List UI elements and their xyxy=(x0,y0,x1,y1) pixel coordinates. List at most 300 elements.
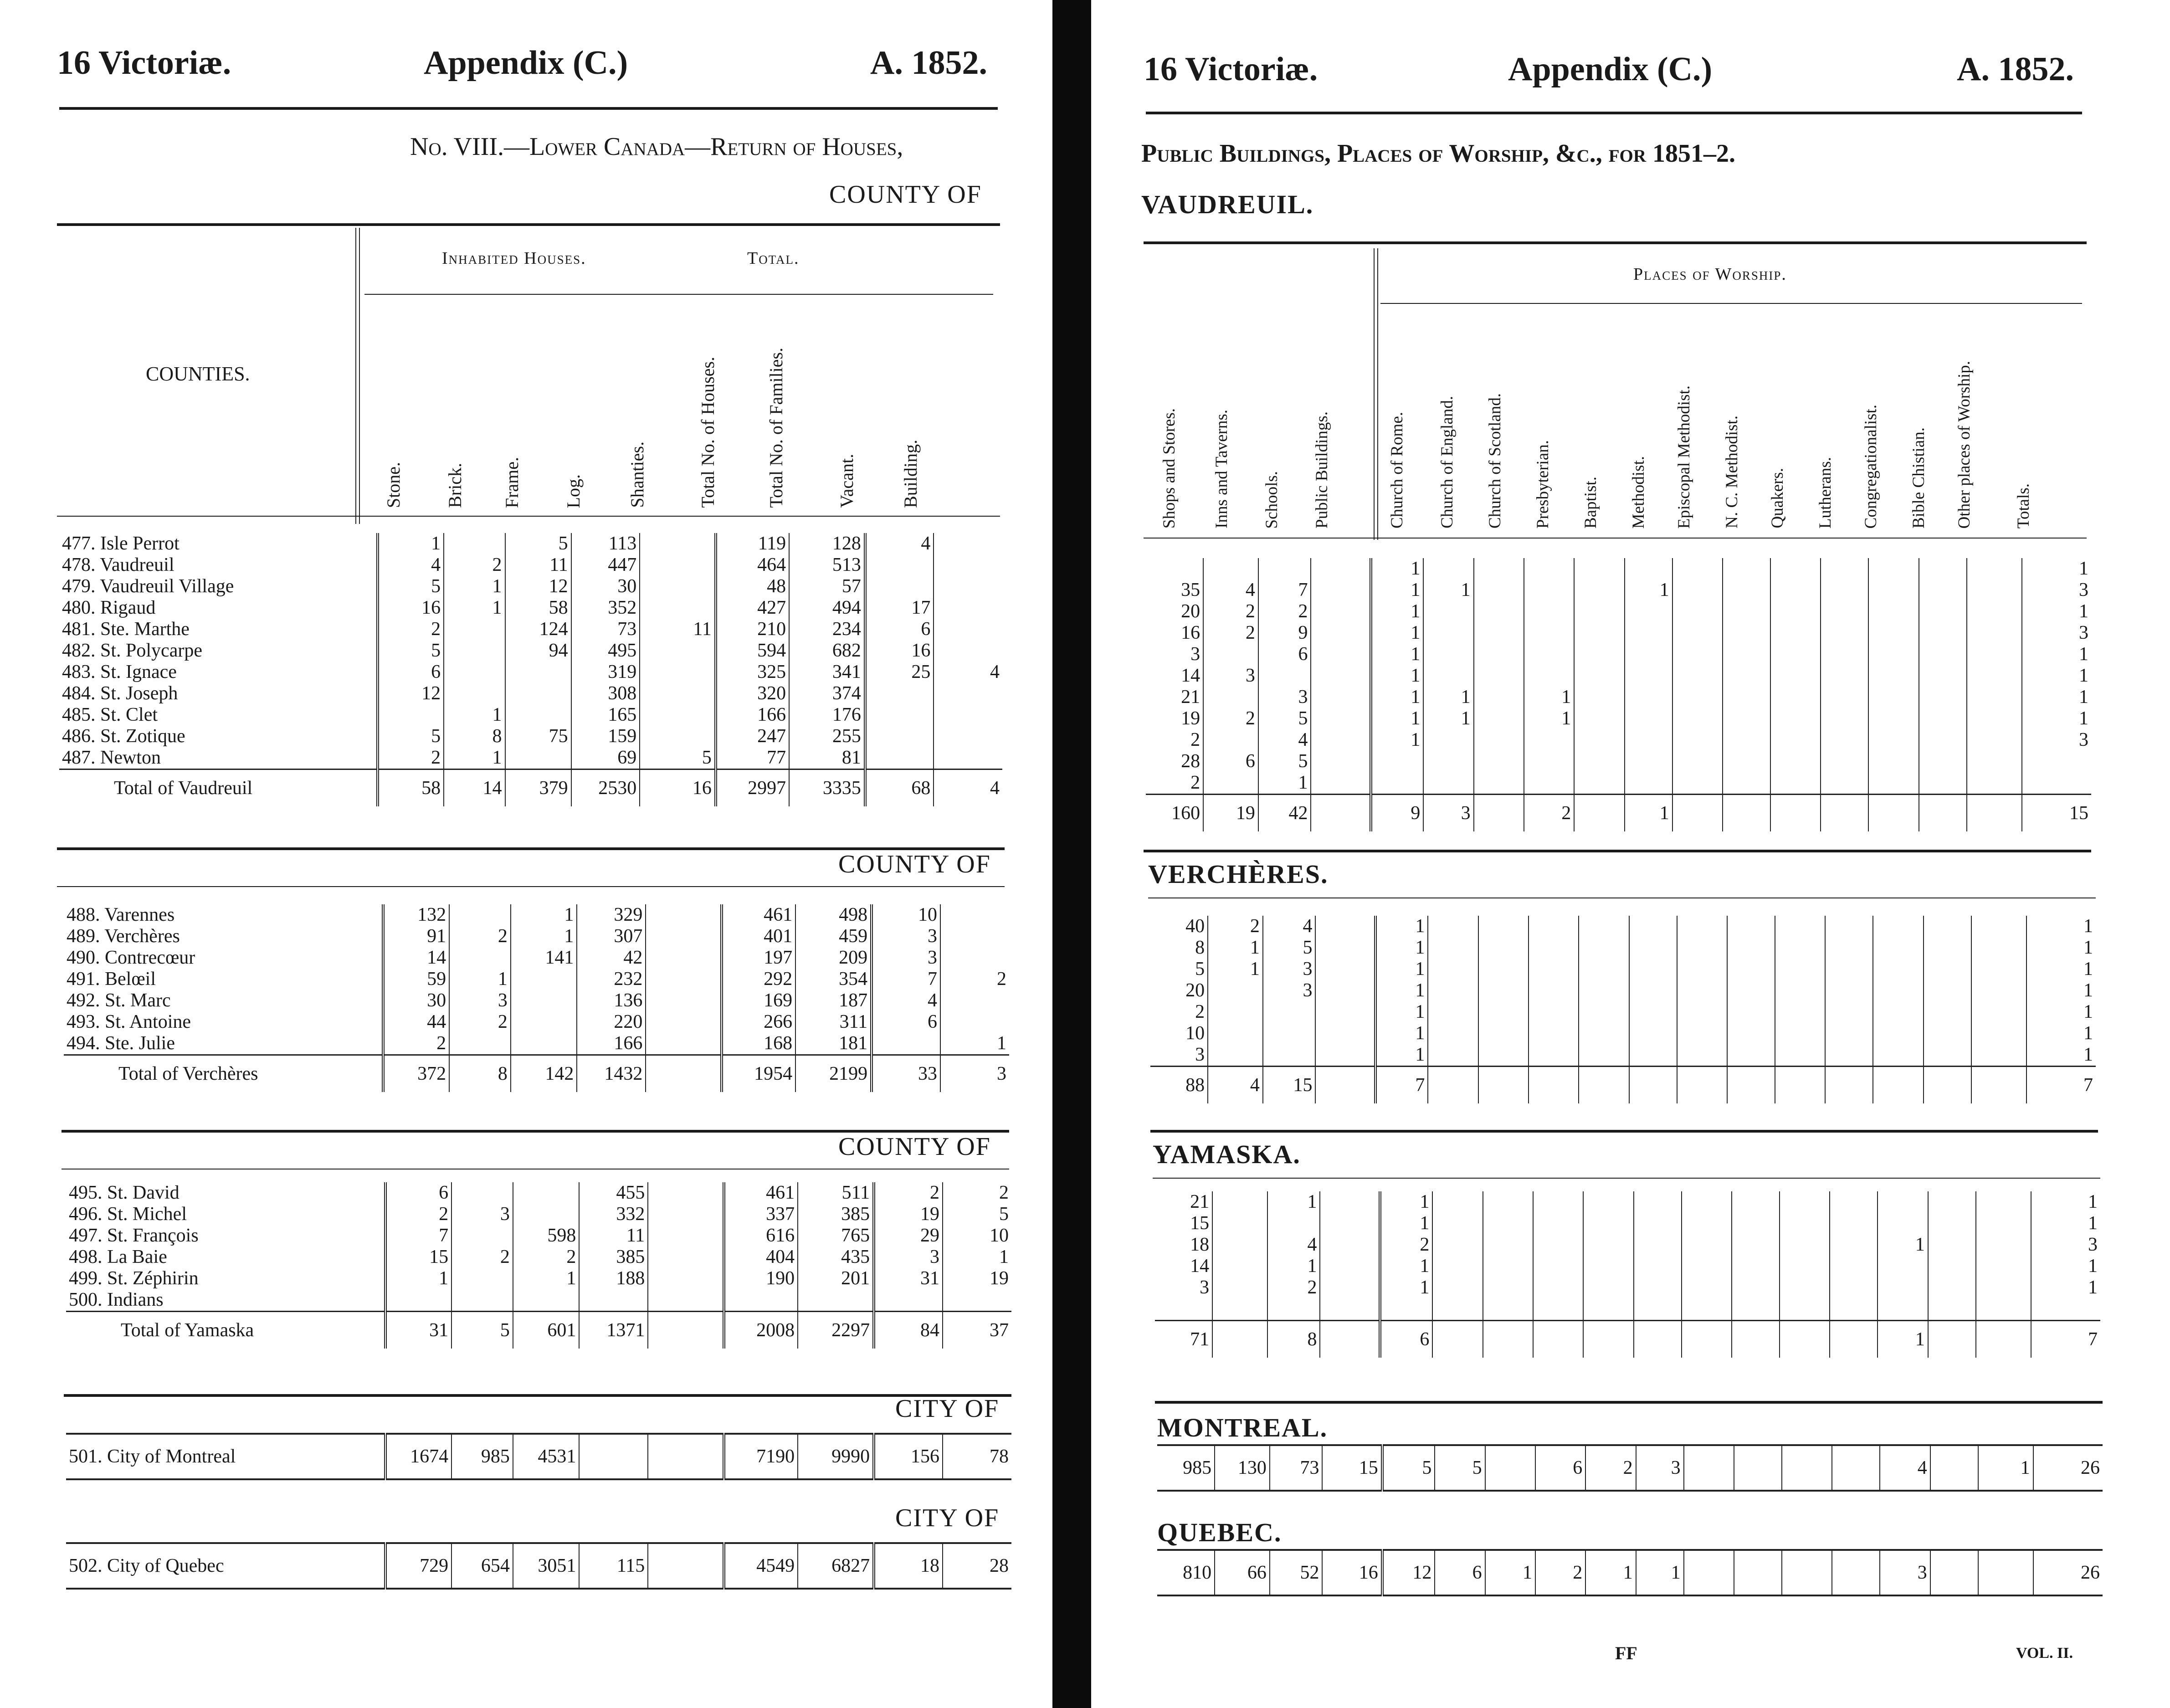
cell-value xyxy=(1474,729,1524,751)
cell-value xyxy=(1821,751,1868,772)
row-label: 484. St. Joseph xyxy=(59,683,378,704)
cell-value: 1 xyxy=(1524,687,1574,708)
cell-value xyxy=(1483,1213,1533,1234)
table-row xyxy=(1146,772,2091,795)
cell-value xyxy=(1821,580,1868,601)
cell-value: 1 xyxy=(444,747,505,769)
cell-value xyxy=(1919,601,1967,622)
cell-value xyxy=(1825,1023,1873,1044)
table-row xyxy=(64,1011,1009,1033)
right-header-left: 16 Victoriæ. xyxy=(1144,51,1318,88)
cell-value xyxy=(1924,916,1971,937)
heading-divider xyxy=(355,228,360,524)
cell-value xyxy=(1830,1298,1878,1321)
cell-value: 11 xyxy=(579,1225,648,1246)
cell-value xyxy=(1775,937,1825,959)
table-vaudreuil-houses xyxy=(59,533,1002,806)
table-city-montreal xyxy=(66,1433,1011,1480)
cell-value: 2 xyxy=(378,747,444,769)
cell-value: 234 xyxy=(789,619,865,640)
county-of-vaudreuil: COUNTY OF xyxy=(829,180,982,209)
right-rule-yamaska-start xyxy=(1153,1178,2100,1179)
cell-value: 5 xyxy=(1258,708,1311,729)
cell-value xyxy=(1208,980,1263,1001)
cell-value xyxy=(648,1246,724,1268)
table-row xyxy=(1155,1298,2100,1321)
cell-value: 4549 xyxy=(724,1543,798,1589)
table-row xyxy=(1150,1001,2096,1023)
cell-value: 26 xyxy=(2033,1445,2103,1491)
cell-value: 325 xyxy=(716,662,789,683)
cell-value: 6 xyxy=(1535,1445,1585,1491)
cell-value xyxy=(1478,937,1529,959)
city-row xyxy=(66,1434,1011,1479)
cell-value: 2 xyxy=(1208,916,1263,937)
cell-value xyxy=(1878,1191,1928,1213)
cell-value xyxy=(1924,1023,1971,1044)
cell-value xyxy=(1723,622,1770,644)
total-value xyxy=(1967,795,2022,832)
cell-value xyxy=(1529,937,1579,959)
cell-value xyxy=(1428,1044,1478,1067)
cell-value: 461 xyxy=(722,904,795,926)
cell-value: 166 xyxy=(716,704,789,726)
cell-value xyxy=(1821,687,1868,708)
right-table-top-rule xyxy=(1144,241,2087,244)
cell-value xyxy=(505,747,571,769)
cell-value xyxy=(1821,558,1868,580)
cell-value xyxy=(1629,916,1677,937)
cell-value: 1 xyxy=(1380,1256,1433,1277)
cell-value: 1 xyxy=(2083,916,2093,937)
cell-value xyxy=(648,1268,724,1289)
cell-value xyxy=(1873,1044,1923,1067)
cell-value: 3 xyxy=(1263,959,1316,980)
right-colhead-8: Baptist. xyxy=(1581,476,1600,528)
cell-value xyxy=(1770,644,1821,665)
cell-value xyxy=(1474,751,1524,772)
cell-value: 3 xyxy=(1258,687,1311,708)
left-colhead-3: Log. xyxy=(563,474,584,508)
cell-value xyxy=(1919,665,1967,687)
cell-value xyxy=(640,576,716,597)
total-value: 37 xyxy=(943,1312,1011,1349)
cell-value xyxy=(1967,708,2022,729)
cell-value: 447 xyxy=(571,554,640,576)
cell-value xyxy=(511,969,577,990)
total-value: 58 xyxy=(378,769,444,807)
cell-value xyxy=(648,1225,724,1246)
cell-value xyxy=(1868,687,1919,708)
cell-value: 1 xyxy=(1375,980,1428,1001)
table-row xyxy=(1150,916,2096,937)
left-header-center: Appendix (C.) xyxy=(424,44,628,82)
cell-value xyxy=(640,533,716,554)
cell-value xyxy=(1203,687,1258,708)
cell-value xyxy=(934,576,1002,597)
cell-value: 1 xyxy=(2088,1256,2098,1277)
cell-value: 9990 xyxy=(798,1434,874,1479)
cell-value: 168 xyxy=(722,1033,795,1055)
cell-value xyxy=(1976,1213,2031,1234)
table-row xyxy=(1150,1023,2096,1044)
cell-value xyxy=(1723,708,1770,729)
total-value: 42 xyxy=(1258,795,1311,832)
cell-value: 2 xyxy=(444,554,505,576)
city-row xyxy=(1157,1445,2103,1491)
total-row xyxy=(1146,795,2091,832)
row-label: 491. Belœil xyxy=(64,969,383,990)
table-row xyxy=(59,619,1002,640)
cell-value: 1 xyxy=(1371,558,1424,580)
cell-value xyxy=(1971,980,2026,1001)
cell-value xyxy=(1478,980,1529,1001)
row-label: 489. Verchères xyxy=(64,926,383,947)
cell-value xyxy=(1574,558,1624,580)
cell-value xyxy=(934,683,1002,704)
section-montreal: MONTREAL. xyxy=(1157,1413,1328,1442)
right-colhead-11: N. C. Methodist. xyxy=(1723,415,1741,528)
total-value xyxy=(1924,1067,1971,1104)
cell-value xyxy=(1474,580,1524,601)
cell-value xyxy=(1474,687,1524,708)
cell-value xyxy=(1967,580,2022,601)
cell-value: 66 xyxy=(1215,1550,1270,1595)
table-row xyxy=(1146,644,2091,665)
cell-value: 113 xyxy=(571,533,640,554)
cell-value xyxy=(1672,729,1723,751)
cell-value xyxy=(874,1289,943,1312)
cell-value xyxy=(1533,1213,1583,1234)
total-value: 16 xyxy=(640,769,716,807)
table-row xyxy=(1146,708,2091,729)
cell-value xyxy=(1677,1044,1727,1067)
cell-value: 320 xyxy=(716,683,789,704)
total-value xyxy=(1672,795,1723,832)
cell-value xyxy=(1574,751,1624,772)
cell-value xyxy=(1873,937,1923,959)
cell-value: 1 xyxy=(2079,558,2088,579)
cell-value xyxy=(1919,558,1967,580)
table-row xyxy=(64,904,1009,926)
cell-value: 44 xyxy=(383,1011,450,1033)
cell-value: 495 xyxy=(571,640,640,662)
cell-value xyxy=(1474,622,1524,644)
total-value: 1 xyxy=(1878,1321,1928,1358)
cell-value xyxy=(1315,1044,1375,1067)
total-value: 372 xyxy=(383,1055,450,1093)
cell-value xyxy=(1524,772,1574,795)
cell-value: 511 xyxy=(798,1182,874,1204)
group-rule xyxy=(364,294,993,295)
cell-value: 985 xyxy=(1157,1445,1215,1491)
cell-value xyxy=(1380,1298,1433,1321)
cell-value xyxy=(865,576,934,597)
cell-value xyxy=(1474,558,1524,580)
cell-value xyxy=(1677,1023,1727,1044)
cell-value: 201 xyxy=(798,1268,874,1289)
row-label: 493. St. Antoine xyxy=(64,1011,383,1033)
cell-value: 17 xyxy=(865,597,934,619)
table-vercheres-houses xyxy=(64,904,1009,1092)
total-value xyxy=(1533,1321,1583,1358)
table-row xyxy=(1155,1277,2100,1298)
section-yamaska: YAMASKA. xyxy=(1153,1139,1301,1169)
left-page xyxy=(0,0,1052,1708)
cell-value xyxy=(1315,937,1375,959)
cell-value: 6 xyxy=(378,662,444,683)
cell-value: 209 xyxy=(795,947,872,969)
cell-value xyxy=(1868,622,1919,644)
cell-value xyxy=(1629,959,1677,980)
cell-value: 1 xyxy=(1423,580,1473,601)
total-value xyxy=(1976,1321,2031,1358)
total-value: 3 xyxy=(940,1055,1009,1093)
cell-value: 28 xyxy=(943,1543,1011,1589)
cell-value xyxy=(444,619,505,640)
cell-value xyxy=(1311,665,1370,687)
cell-value: 459 xyxy=(795,926,872,947)
table-vaudreuil-worship xyxy=(1146,558,2091,831)
cell-value xyxy=(1775,980,1825,1001)
cell-value xyxy=(1873,980,1923,1001)
table-row xyxy=(64,1033,1009,1055)
cell-value xyxy=(511,1033,577,1055)
cell-value xyxy=(1625,708,1672,729)
cell-value xyxy=(640,640,716,662)
cell-value xyxy=(1625,558,1672,580)
cell-value xyxy=(940,904,1009,926)
cell-value: 5 xyxy=(640,747,716,769)
cell-value: 1 xyxy=(1423,708,1473,729)
cell-value xyxy=(1574,580,1624,601)
cell-value xyxy=(640,726,716,747)
total-value xyxy=(1732,1321,1780,1358)
cell-value xyxy=(1320,1277,1380,1298)
total-value xyxy=(1919,795,1967,832)
cell-value xyxy=(943,1289,1011,1312)
cell-value xyxy=(1919,772,1967,795)
row-label: 498. La Baie xyxy=(66,1246,385,1268)
cell-value: 3 xyxy=(1263,980,1316,1001)
cell-value xyxy=(1478,1044,1529,1067)
cell-value xyxy=(1830,1191,1878,1213)
cell-value: 1 xyxy=(1375,959,1428,980)
cell-value xyxy=(1682,1234,1732,1256)
cell-value xyxy=(1780,1277,1830,1298)
right-colhead-1: Inns and Taverns. xyxy=(1212,410,1231,528)
left-colhead-0: Stone. xyxy=(383,462,404,508)
cell-value xyxy=(1825,1001,1873,1023)
cell-value xyxy=(1682,1256,1732,1277)
cell-value xyxy=(579,1289,648,1312)
cell-value xyxy=(1727,980,1775,1001)
total-value: 142 xyxy=(511,1055,577,1093)
total-value xyxy=(1579,1067,1629,1104)
cell-value xyxy=(1625,644,1672,665)
table-row xyxy=(1146,580,2091,601)
cell-value: 4 xyxy=(378,554,444,576)
cell-value xyxy=(1315,1001,1375,1023)
total-value: 2997 xyxy=(716,769,789,807)
cell-value xyxy=(1212,1298,1267,1321)
cell-value xyxy=(724,1289,798,1312)
table-row xyxy=(1146,558,2091,580)
cell-value xyxy=(1474,772,1524,795)
cell-value xyxy=(1258,665,1311,687)
total-value: 601 xyxy=(513,1312,580,1349)
cell-value: 35 xyxy=(1146,580,1203,601)
cell-value xyxy=(1533,1298,1583,1321)
table-row xyxy=(59,704,1002,726)
cell-value xyxy=(1782,1550,1832,1595)
rule-vercheres-start xyxy=(57,886,1005,887)
cell-value xyxy=(1625,751,1672,772)
cell-value xyxy=(1203,729,1258,751)
cell-value xyxy=(1832,1445,1880,1491)
cell-value xyxy=(1208,1001,1263,1023)
cell-value xyxy=(1723,687,1770,708)
cell-value: 3 xyxy=(1150,1044,1208,1067)
cell-value xyxy=(1825,1044,1873,1067)
cell-value: 337 xyxy=(724,1204,798,1225)
cell-value: 2 xyxy=(874,1182,943,1204)
cell-value xyxy=(1971,916,2026,937)
cell-value: 5 xyxy=(1258,751,1311,772)
cell-value xyxy=(940,947,1009,969)
cell-value xyxy=(1478,1001,1529,1023)
cell-value xyxy=(1723,729,1770,751)
total-value: 379 xyxy=(505,769,571,807)
cell-value xyxy=(646,926,722,947)
cell-value: 1 xyxy=(2083,1001,2093,1022)
cell-value xyxy=(1830,1277,1878,1298)
cell-value: 8 xyxy=(1150,937,1208,959)
cell-value xyxy=(1976,1277,2031,1298)
cell-value xyxy=(1524,580,1574,601)
cell-value xyxy=(934,554,1002,576)
cell-value: 1 xyxy=(1380,1191,1433,1213)
cell-value xyxy=(1212,1234,1267,1256)
cell-value xyxy=(1574,601,1624,622)
cell-value xyxy=(1579,1023,1629,1044)
right-colhead-16: Other places of Worship. xyxy=(1955,360,1974,528)
cell-value xyxy=(1478,959,1529,980)
total-value: 88 xyxy=(1150,1067,1208,1104)
cell-value xyxy=(1263,1044,1316,1067)
total-value xyxy=(1770,795,1821,832)
cell-value xyxy=(1967,601,2022,622)
cell-value: 1 xyxy=(999,1246,1009,1267)
cell-value xyxy=(1311,729,1370,751)
cell-value xyxy=(1583,1256,1633,1277)
cell-value xyxy=(1727,1044,1775,1067)
cell-value xyxy=(1770,558,1821,580)
cell-value: 2 xyxy=(449,1011,511,1033)
city-of-quebec-head: CITY OF xyxy=(895,1504,1000,1532)
cell-value xyxy=(1967,687,2022,708)
cell-value xyxy=(1930,1445,1978,1491)
total-value: 19 xyxy=(1203,795,1258,832)
cell-value xyxy=(1634,1234,1682,1256)
cell-value: 19 xyxy=(990,1268,1009,1289)
cell-value xyxy=(1311,580,1370,601)
cell-value xyxy=(1928,1213,1976,1234)
left-page-title: No. VIII.—Lower Canada—Return of Houses, xyxy=(410,133,903,161)
total-value xyxy=(1634,1321,1682,1358)
cell-value xyxy=(1672,601,1723,622)
cell-value: 3 xyxy=(2088,1234,2098,1255)
cell-value: 1 xyxy=(1524,708,1574,729)
cell-value xyxy=(449,1033,511,1055)
cell-value xyxy=(1629,1001,1677,1023)
row-label: 481. Ste. Marthe xyxy=(59,619,378,640)
cell-value xyxy=(1529,1044,1579,1067)
cell-value: 5 xyxy=(1435,1445,1485,1491)
cell-value: 4 xyxy=(872,990,940,1011)
cell-value xyxy=(1971,1001,2026,1023)
cell-value: 5 xyxy=(1263,937,1316,959)
cell-value xyxy=(1432,1191,1483,1213)
cell-value: 59 xyxy=(383,969,450,990)
cell-value xyxy=(1583,1277,1633,1298)
cell-value xyxy=(1924,1044,1971,1067)
right-colhead-9: Methodist. xyxy=(1629,456,1648,528)
cell-value xyxy=(640,554,716,576)
cell-value xyxy=(1775,1001,1825,1023)
cell-value xyxy=(1868,708,1919,729)
left-colhead-5: Total No. of Houses. xyxy=(698,357,718,508)
group-inhabited-houses: Inhabited Houses. xyxy=(442,249,586,268)
cell-value: 16 xyxy=(1322,1550,1382,1595)
cell-value xyxy=(1474,665,1524,687)
cell-value: 141 xyxy=(511,947,577,969)
total-value xyxy=(1928,1321,1976,1358)
cell-value xyxy=(1634,1277,1682,1298)
cell-value xyxy=(505,662,571,683)
right-colhead-2: Schools. xyxy=(1262,471,1281,528)
cell-value xyxy=(1924,959,1971,980)
cell-value xyxy=(511,1011,577,1033)
cell-value xyxy=(865,683,934,704)
right-colhead-17: Totals. xyxy=(2014,483,2033,528)
cell-value xyxy=(1371,772,1424,795)
cell-value xyxy=(513,1182,580,1204)
cell-value: 94 xyxy=(505,640,571,662)
total-value xyxy=(1830,1321,1878,1358)
cell-value xyxy=(1734,1550,1782,1595)
cell-value xyxy=(1930,1550,1978,1595)
cell-value xyxy=(1732,1213,1780,1234)
cell-value xyxy=(1830,1234,1878,1256)
cell-value xyxy=(1873,1001,1923,1023)
right-colhead-0: Shops and Stores. xyxy=(1160,408,1179,528)
table-row xyxy=(1146,665,2091,687)
cell-value: 1 xyxy=(1485,1550,1535,1595)
cell-value: 181 xyxy=(795,1033,872,1055)
cell-value xyxy=(1423,772,1473,795)
cell-value xyxy=(1723,751,1770,772)
cell-value: 7190 xyxy=(724,1434,798,1479)
cell-value xyxy=(2031,1298,2100,1321)
cell-value: 10 xyxy=(1150,1023,1208,1044)
cell-value: 3 xyxy=(1155,1277,1212,1298)
cell-value xyxy=(1868,601,1919,622)
total-value: 33 xyxy=(872,1055,940,1093)
cell-value: 1 xyxy=(444,704,505,726)
total-value xyxy=(1483,1321,1533,1358)
cell-value xyxy=(1967,644,2022,665)
